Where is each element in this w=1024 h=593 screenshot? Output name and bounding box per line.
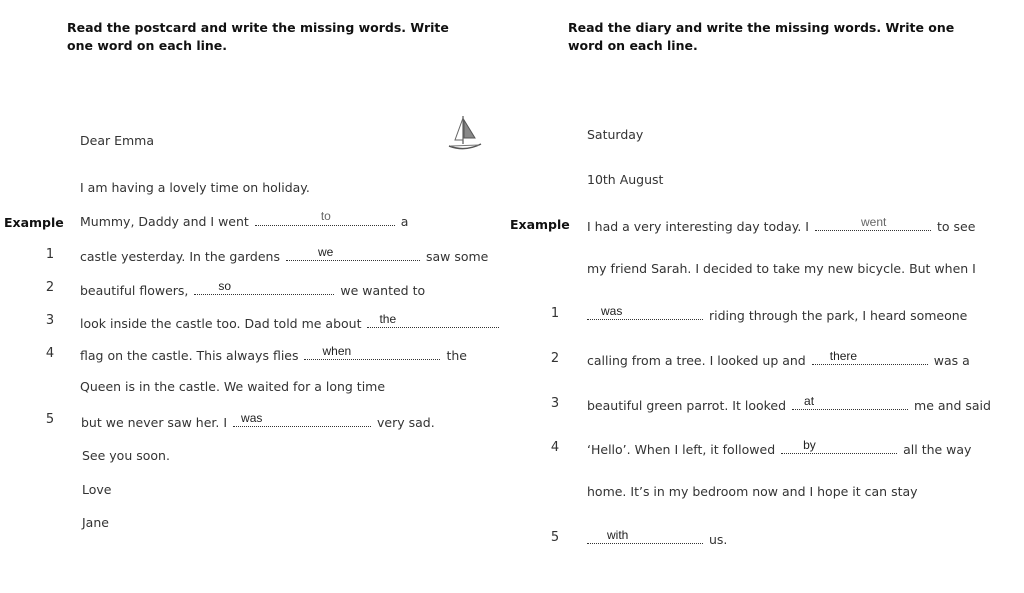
row-text: look inside the castle too. Dad told me about: [80, 316, 362, 331]
row-text: beautiful green parrot. It looked: [587, 398, 787, 413]
answer-blank[interactable]: [286, 246, 420, 261]
postcard-row: [80, 280, 425, 298]
postcard-row: [81, 412, 435, 430]
question-number: 3: [550, 396, 560, 411]
row-text: saw some: [425, 249, 489, 264]
question-number: 2: [550, 351, 560, 366]
answer-blank[interactable]: [792, 395, 908, 410]
answer-blank[interactable]: [255, 211, 395, 226]
answer-text: the: [379, 312, 397, 326]
row-text: flag on the castle. This always flies: [80, 348, 299, 363]
answer-blank[interactable]: [812, 350, 928, 365]
row-text: my friend Sarah. I decided to take my new bicycle. But when I: [587, 261, 976, 276]
question-number: 2: [45, 280, 55, 295]
answer-blank[interactable]: [587, 305, 703, 320]
postcard-row: [80, 211, 408, 229]
postcard-row: [80, 345, 467, 363]
question-number: 5: [45, 412, 55, 427]
row-text: beautiful flowers,: [80, 283, 189, 298]
answer-text: so: [218, 279, 232, 293]
row-text: very sad.: [377, 415, 435, 430]
question-number: 4: [550, 440, 560, 455]
postcard-signature: Jane: [82, 515, 109, 530]
row-text: to see: [936, 219, 976, 234]
diary-row: [587, 484, 918, 499]
diary-row: [585, 529, 727, 547]
postcard-intro: I am having a lovely time on holiday.: [80, 180, 310, 195]
answer-text: by: [803, 438, 816, 452]
diary-day: Saturday: [587, 127, 644, 142]
right-instruction: Read the diary and write the missing words. Write one word on each line.: [568, 20, 955, 53]
postcard-greeting: Dear Emma: [80, 133, 154, 148]
answer-text: with: [607, 528, 629, 542]
row-text: ‘Hello’. When I left, it followed: [587, 442, 776, 457]
answer-blank[interactable]: [304, 345, 440, 360]
answer-text: went: [860, 215, 887, 229]
postcard-row: [80, 379, 385, 394]
diary-row: [587, 350, 970, 368]
answer-blank[interactable]: [815, 216, 931, 231]
diary-row: [585, 305, 967, 323]
row-text: we wanted to: [340, 283, 426, 298]
answer-blank[interactable]: [233, 412, 371, 427]
answer-text: when: [322, 344, 352, 358]
row-text: I had a very interesting day today. I: [587, 219, 809, 234]
question-number: 1: [550, 306, 560, 321]
answer-blank[interactable]: [781, 439, 897, 454]
diary-row: [587, 216, 975, 234]
row-text: calling from a tree. I looked up and: [587, 353, 806, 368]
row-text: me and said: [914, 398, 991, 413]
row-text: riding through the park, I heard someone: [708, 308, 968, 323]
row-text: us.: [708, 532, 728, 547]
row-text: all the way: [903, 442, 972, 457]
answer-blank[interactable]: [587, 529, 703, 544]
question-number: 1: [45, 247, 55, 262]
row-text: home. It’s in my bedroom now and I hope it can stay: [587, 484, 918, 499]
postcard-closing: Love: [82, 482, 112, 497]
answer-text: to: [320, 209, 331, 223]
postcard-closing: See you soon.: [82, 448, 170, 463]
row-text: the: [446, 348, 467, 363]
question-number: 4: [45, 346, 55, 361]
row-text: a: [400, 214, 409, 229]
diary-row: [587, 439, 971, 457]
row-text: was a: [933, 353, 970, 368]
right-example-label: Example: [510, 217, 570, 232]
question-number: 5: [550, 530, 560, 545]
answer-text: we: [317, 245, 334, 259]
answer-text: at: [804, 394, 815, 408]
row-text: Mummy, Daddy and I went: [80, 214, 249, 229]
answer-blank[interactable]: [194, 280, 334, 295]
answer-blank[interactable]: [367, 313, 499, 328]
left-instruction: Read the postcard and write the missing words. Write one word on each line.: [67, 20, 449, 53]
row-text: Queen is in the castle. We waited for a long time: [80, 379, 386, 394]
left-example-label: Example: [4, 215, 64, 230]
row-text: but we never saw her. I: [81, 415, 228, 430]
question-number: 3: [45, 313, 55, 328]
answer-text: was: [241, 411, 263, 425]
diary-row: [587, 395, 991, 413]
diary-row: [587, 261, 976, 276]
postcard-row: [80, 246, 488, 264]
diary-date: 10th August: [587, 172, 664, 187]
sailboat-icon: [445, 110, 485, 156]
answer-text: there: [829, 349, 858, 363]
postcard-row: [80, 313, 501, 331]
answer-text: was: [601, 304, 623, 318]
row-text: castle yesterday. In the gardens: [80, 249, 280, 264]
